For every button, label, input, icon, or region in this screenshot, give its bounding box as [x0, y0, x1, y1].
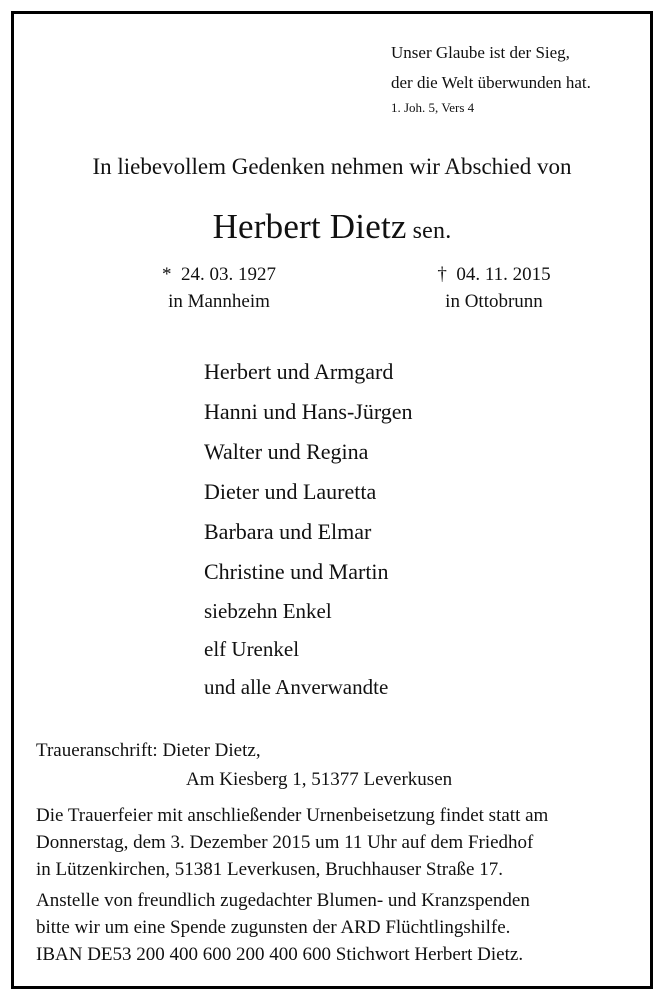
funeral-line-1: Die Trauerfeier mit anschließender Urnenbeisetzung findet statt am	[36, 805, 549, 826]
mourner-item: Dieter und Lauretta	[204, 479, 377, 504]
mourner-item: Christine und Martin	[204, 559, 389, 584]
verse-reference: 1. Joh. 5, Vers 4	[391, 100, 475, 115]
bible-verse	[391, 38, 591, 118]
verse-line-1: Unser Glaube ist der Sieg,	[391, 43, 570, 62]
funeral-line-2: Donnerstag, dem 3. Dezember 2015 um 11 Uhr auf dem Friedhof	[36, 832, 534, 853]
donation-line-1: Anstelle von freundlich zugedachter Blumen- und Kranzspenden	[36, 890, 530, 911]
funeral-line-3: in Lützenkirchen, 51381 Leverkusen, Bruchhauser Straße 17.	[36, 859, 503, 880]
donation-notice	[36, 887, 628, 968]
mourner-item: elf Urenkel	[204, 637, 300, 661]
obituary-card	[11, 11, 653, 989]
verse-line-2: der die Welt überwunden hat.	[391, 73, 591, 92]
death-place: in Ottobrunn	[445, 291, 543, 312]
mourner-item: und alle Anverwandte	[204, 675, 389, 699]
mourner-item: Herbert und Armgard	[204, 359, 394, 384]
mourner-item: Barbara und Elmar	[204, 519, 372, 544]
donation-line-2: bitte wir um eine Spende zugunsten der ARD Flüchtlingshilfe.	[36, 917, 511, 938]
birth-date: * 24. 03. 1927	[162, 264, 276, 285]
intro-text: In liebevollem Gedenken nehmen wir Abschied von	[92, 154, 572, 179]
deceased-name	[14, 207, 650, 247]
birth-info	[129, 261, 309, 315]
birth-place: in Mannheim	[168, 291, 270, 312]
funeral-notice	[36, 802, 628, 883]
death-date: † 04. 11. 2015	[437, 264, 551, 285]
donation-line-3: IBAN DE53 200 400 600 200 400 600 Stichwort Herbert Dietz.	[36, 944, 524, 965]
address-line-2: Am Kiesberg 1, 51377 Leverkusen	[186, 769, 453, 790]
mourners-list	[204, 352, 413, 706]
death-info	[394, 261, 594, 315]
mourner-item: Walter und Regina	[204, 439, 369, 464]
mourner-item: Hanni und Hans-Jürgen	[204, 399, 413, 424]
deceased-suffix: sen.	[412, 218, 452, 244]
deceased-full-name: Herbert Dietz	[212, 207, 407, 246]
mourning-address	[36, 736, 452, 794]
address-line-1: Traueranschrift: Dieter Dietz,	[36, 740, 261, 761]
mourner-item: siebzehn Enkel	[204, 599, 332, 623]
